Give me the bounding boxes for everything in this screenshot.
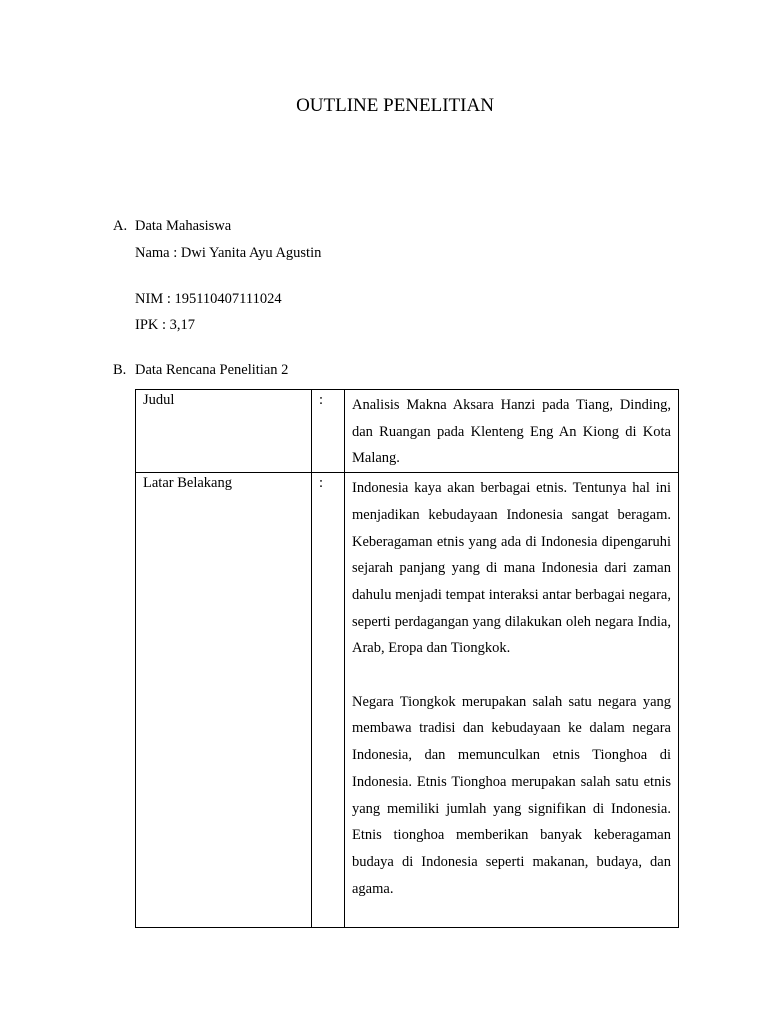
row-separator: : <box>312 390 345 473</box>
row-label-latar-belakang: Latar Belakang <box>136 473 312 928</box>
research-plan-table <box>135 389 679 928</box>
section-a-title: Data Mahasiswa <box>135 218 232 234</box>
row-content-judul <box>345 390 679 473</box>
table-row-latar-belakang <box>136 473 679 928</box>
section-a-heading <box>113 218 231 235</box>
table-row-judul <box>136 390 679 473</box>
student-ipk: IPK : 3,17 <box>135 317 196 333</box>
page-title: OUTLINE PENELITIAN <box>296 95 494 116</box>
student-name: Nama : Dwi Yanita Ayu Agustin <box>135 245 322 261</box>
row-content-latar-belakang <box>345 473 679 928</box>
row-separator: : <box>312 473 345 928</box>
row-label-judul: Judul <box>136 390 312 473</box>
section-b-letter: B. <box>113 362 127 378</box>
student-nim: NIM : 195110407111024 <box>135 291 282 307</box>
section-b-title: Data Rencana Penelitian 2 <box>135 362 289 378</box>
section-a-letter: A. <box>113 218 128 234</box>
judul-text: Analisis Makna Aksara Hanzi pada Tiang, Dinding, dan Ruangan pada Klenteng Eng An Kiong di Kota Malang. <box>352 397 671 467</box>
latar-belakang-paragraph-2: Negara Tiongkok merupakan salah satu negara yang membawa tradisi dan kebudayaan ke dalam negara Indonesia, dan memunculkan etnis Tionghoa di Indonesia. Etnis Tionghoa merupakan salah satu etnis yang memiliki jumlah yang signifikan di Indonesia. Etnis tionghoa memberikan banyak keberagaman budaya di Indonesia seperti makanan, budaya, dan agama. <box>352 693 671 897</box>
latar-belakang-paragraph-1: Indonesia kaya akan berbagai etnis. Tentunya hal ini menjadikan kebudayaan Indonesia sangat beragam. Keberagaman etnis yang ada di Indonesia dipengaruhi sejarah panjang yang di mana Indonesia dari zaman dahulu menjadi tempat interaksi antar berbagai negara, seperti perdagangan yang dilakukan oleh negara India, Arab, Eropa dan Tiongkok. <box>352 480 671 657</box>
section-b-heading <box>113 362 288 379</box>
